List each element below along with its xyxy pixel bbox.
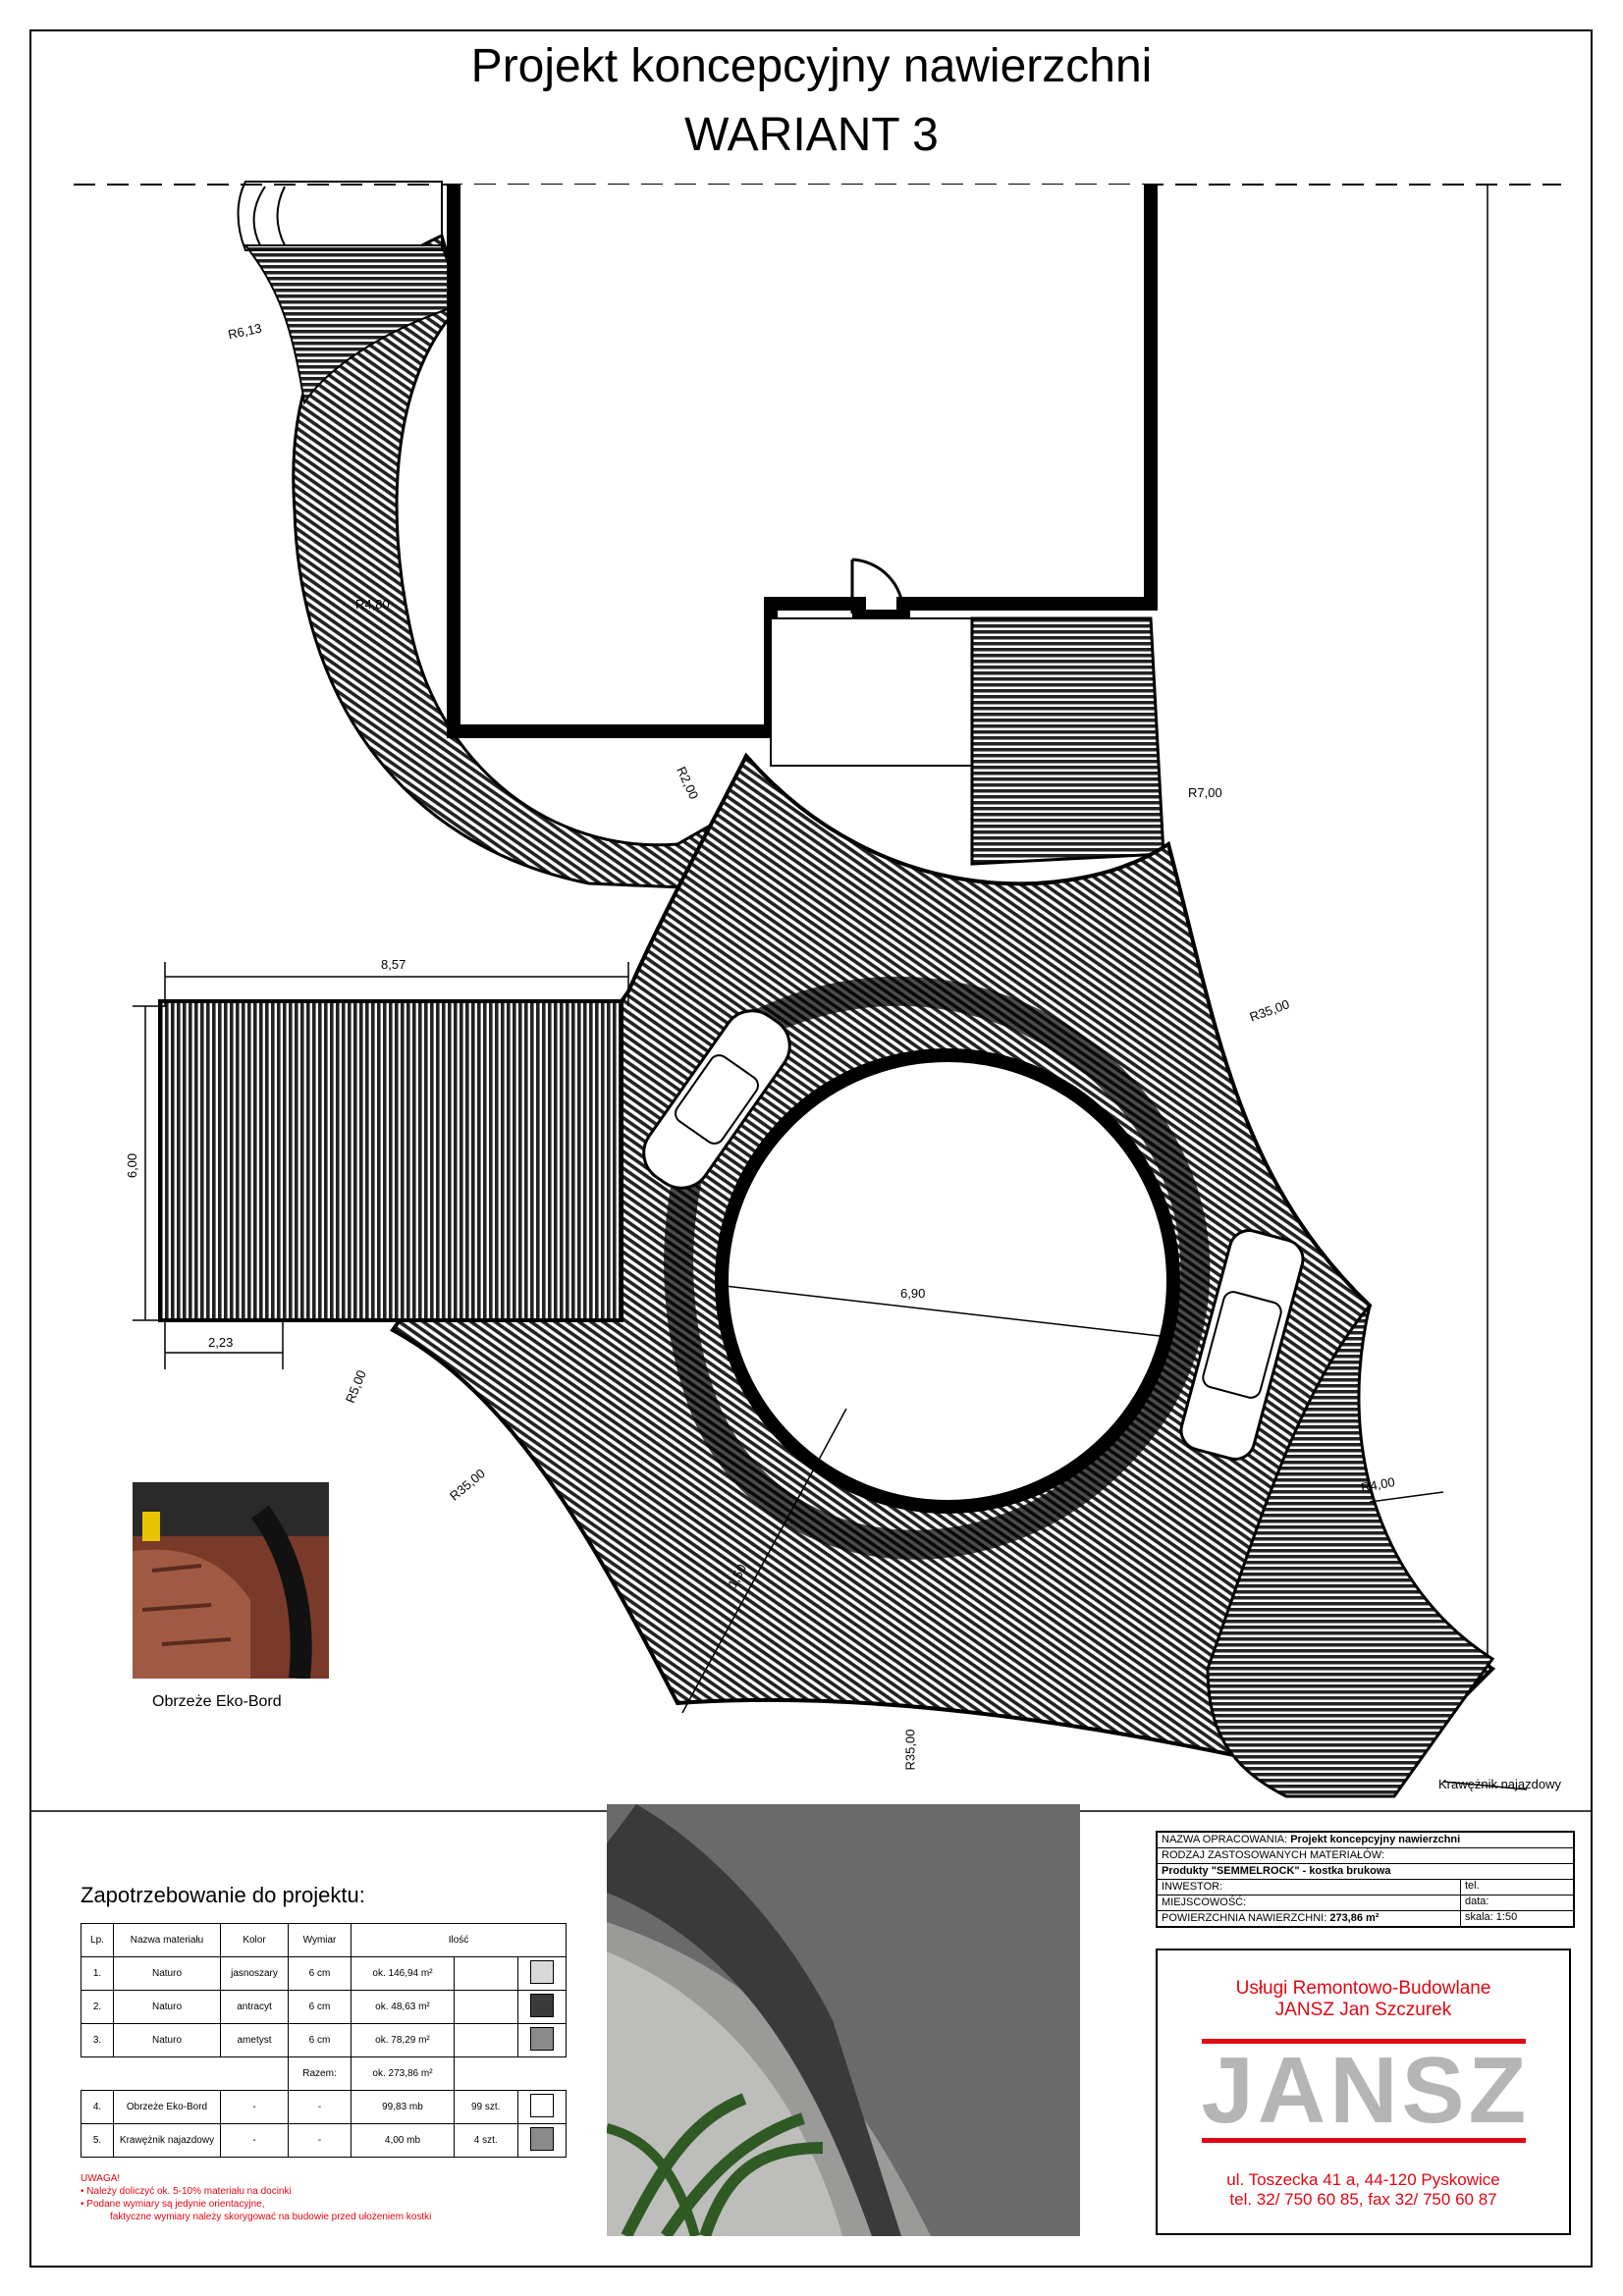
table-row [81, 2091, 567, 2124]
info-place-row [1158, 1896, 1573, 1911]
table-row [81, 1957, 567, 1991]
row-qty: 99,83 mb [352, 2091, 455, 2124]
info-tel: tel. [1460, 1880, 1573, 1895]
info-scale: skala: 1:50 [1460, 1911, 1573, 1926]
edge-photo [133, 1482, 329, 1679]
table-sum-row [81, 2057, 567, 2091]
row-name: Naturo [114, 1991, 221, 2024]
company-phone: tel. 32/ 750 60 85, fax 32/ 750 60 87 [1229, 2190, 1497, 2209]
dim-r700: R7,00 [1188, 785, 1222, 800]
edge-photo-caption: Obrzeże Eko-Bord [152, 1693, 282, 1710]
row-extra [454, 2024, 517, 2057]
row-swatch [517, 1991, 566, 2024]
info-name-value: Projekt koncepcyjny nawierzchni [1290, 1834, 1461, 1845]
central-island [722, 1055, 1173, 1507]
dim-r3500-c: R35,00 [902, 1729, 918, 1771]
dim-857: 8,57 [381, 957, 406, 972]
col-color: Kolor [221, 1924, 289, 1957]
row-size: 6 cm [289, 1991, 352, 2024]
col-name: Nazwa materiału [114, 1924, 221, 1957]
info-mat-label-row [1158, 1848, 1573, 1864]
swatch-grey [530, 2127, 554, 2151]
swatch-white [530, 2094, 554, 2117]
row-swatch [517, 2091, 566, 2124]
curb-label: Krawężnik najazdowy [1438, 1777, 1562, 1791]
row-lp: 5. [81, 2124, 114, 2158]
row-color: jasnoszary [221, 1957, 289, 1991]
driveway-strip [972, 618, 1163, 864]
info-investor-row [1158, 1880, 1573, 1896]
row-qty: ok. 48,63 m² [352, 1991, 455, 2024]
title-block [1156, 1831, 1575, 1928]
info-area-label: POWIERZCHNIA NAWIERZCHNI: [1162, 1912, 1327, 1924]
warning-text-1: Należy doliczyć ok. 5-10% materiału na docinki [86, 2186, 292, 2197]
row-name: Naturo [114, 2024, 221, 2057]
company-block [1156, 1949, 1571, 2235]
row-lp: 2. [81, 1991, 114, 2024]
warning-line-1: • Należy doliczyć ok. 5-10% materiału na docinki [81, 2186, 292, 2197]
dim-r480: R4,80 [355, 597, 390, 612]
row-size: 6 cm [289, 1957, 352, 1991]
row-extra: 4 szt. [454, 2124, 517, 2158]
company-logo: JANSZ [1201, 2038, 1531, 2143]
table-row [81, 2124, 567, 2158]
row-extra [454, 1957, 517, 1991]
dim-223: 2,23 [208, 1335, 234, 1350]
warning-text-2: Podane wymiary są jedynie orientacyjne, [86, 2199, 265, 2210]
row-swatch [517, 2124, 566, 2158]
left-parking [160, 1001, 622, 1320]
sum-value: ok. 273,86 m² [352, 2057, 455, 2091]
warning-line-3: faktyczne wymiary należy skorygować na budowie przed ułożeniem kostki [110, 2212, 432, 2222]
row-color: - [221, 2124, 289, 2158]
col-qty: Ilość [352, 1924, 567, 1957]
row-size: 6 cm [289, 2024, 352, 2057]
sum-label: Razem: [289, 2057, 352, 2091]
swatch-light [530, 1960, 554, 1984]
row-qty: ok. 146,94 m² [352, 1957, 455, 1991]
dim-r500: R5,00 [342, 1367, 369, 1406]
info-area-row [1158, 1911, 1573, 1926]
row-name: Obrzeże Eko-Bord [114, 2091, 221, 2124]
row-extra: 99 szt. [454, 2091, 517, 2124]
info-name-row [1158, 1833, 1573, 1848]
steps [239, 182, 443, 250]
drawing-subtitle: WARIANT 3 [684, 109, 939, 161]
col-size: Wymiar [289, 1924, 352, 1957]
dim-r613: R6,13 [226, 320, 263, 343]
row-size: - [289, 2091, 352, 2124]
warning-line-2: • Podane wymiary są jedynie orientacyjne, [81, 2199, 265, 2210]
info-mat-value-row [1158, 1864, 1573, 1880]
table-row [81, 2024, 567, 2057]
info-area-value: 273,86 m² [1329, 1912, 1380, 1924]
paving-photo [607, 1804, 1080, 2236]
dim-r200: R2,00 [674, 764, 702, 802]
row-lp: 4. [81, 2091, 114, 2124]
warning-head: UWAGA! [81, 2173, 121, 2184]
info-date: data: [1460, 1896, 1573, 1910]
row-name: Naturo [114, 1957, 221, 1991]
row-name: Krawężnik najazdowy [114, 2124, 221, 2158]
row-qty: ok. 78,29 m² [352, 2024, 455, 2057]
row-lp: 1. [81, 1957, 114, 1991]
info-place: MIEJSCOWOŚĆ: [1162, 1896, 1247, 1908]
info-name-label: NAZWA OPRACOWANIA: [1162, 1834, 1288, 1845]
dim-600: 6,00 [125, 1152, 140, 1179]
row-size: - [289, 2124, 352, 2158]
col-lp: Lp. [81, 1924, 114, 1957]
dim-r400: R4,00 [1359, 1474, 1396, 1495]
dim-r3500-a: R35,00 [1247, 996, 1292, 1025]
row-color: ametyst [221, 2024, 289, 2057]
company-address: ul. Toszecka 41 a, 44-120 Pyskowice [1226, 2170, 1500, 2189]
table-header-row [81, 1924, 567, 1957]
company-line-1: Usługi Remontowo-Budowlane [1235, 1978, 1491, 1999]
swatch-dark [530, 1994, 554, 2017]
table-row [81, 1991, 567, 2024]
dim-small: 1,50 [725, 1561, 750, 1591]
dim-690: 6,90 [900, 1286, 926, 1301]
row-extra [454, 1991, 517, 2024]
materials-table [81, 1923, 567, 2158]
row-qty: 4,00 mb [352, 2124, 455, 2158]
swatch-mid [530, 2027, 554, 2051]
row-color: - [221, 2091, 289, 2124]
drawing-title: Projekt koncepcyjny nawierzchni [470, 40, 1153, 92]
info-mat-label: RODZAJ ZASTOSOWANYCH MATERIAŁÓW: [1162, 1849, 1384, 1861]
warning-block [81, 2172, 431, 2223]
info-mat-value: Produkty "SEMMELROCK" - kostka brukowa [1162, 1865, 1391, 1877]
row-color: antracyt [221, 1991, 289, 2024]
row-swatch [517, 1957, 566, 1991]
dim-r3500-b: R35,00 [447, 1466, 488, 1504]
row-lp: 3. [81, 2024, 114, 2057]
company-line-2: JANSZ Jan Szczurek [1274, 2000, 1452, 2020]
info-investor: INWESTOR: [1162, 1881, 1223, 1893]
materials-heading: Zapotrzebowanie do projektu: [81, 1883, 365, 1907]
row-swatch [517, 2024, 566, 2057]
